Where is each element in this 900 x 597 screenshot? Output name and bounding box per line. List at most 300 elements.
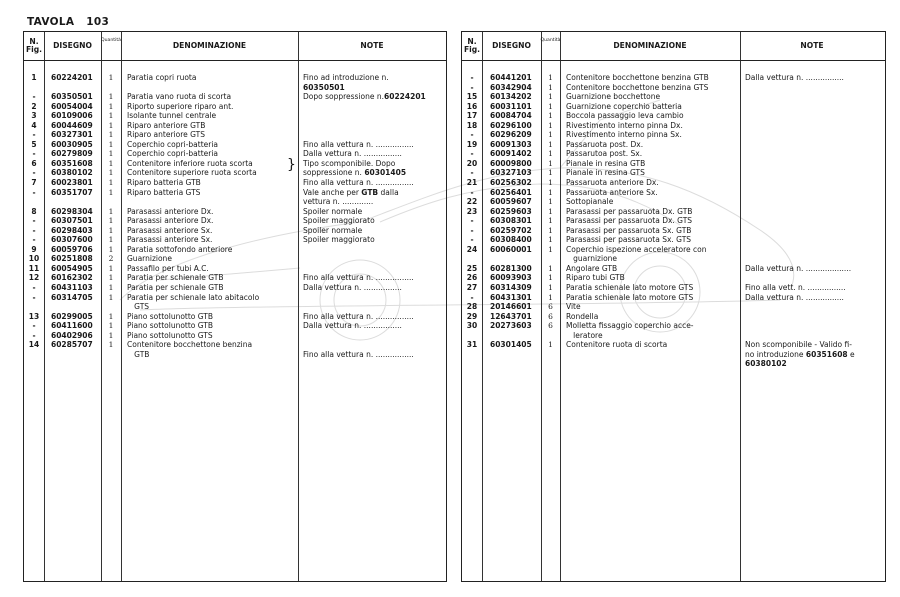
part-number: 20273603 bbox=[490, 321, 532, 331]
note bbox=[303, 178, 414, 188]
part-number: 60431301 bbox=[490, 292, 532, 302]
quantity: 1 bbox=[108, 292, 114, 302]
fig-number: - bbox=[32, 330, 36, 340]
part-number: 60351608 bbox=[51, 158, 93, 168]
part-number: 60308301 bbox=[490, 216, 532, 226]
quantity: 1 bbox=[548, 101, 553, 111]
table-row bbox=[462, 312, 885, 322]
note-text: Dalla vettura n. ................... bbox=[745, 263, 852, 273]
description: Paratia vano ruota di scorta bbox=[127, 92, 232, 102]
note bbox=[303, 273, 414, 283]
table-row bbox=[24, 102, 446, 112]
quantity: 1 bbox=[548, 263, 553, 273]
table-row bbox=[24, 264, 446, 274]
description: Isolante tunnel centrale bbox=[127, 111, 217, 121]
table-row bbox=[462, 283, 885, 293]
table-row bbox=[462, 111, 885, 121]
quantity: 1 bbox=[548, 244, 553, 254]
fig-number: 1 bbox=[31, 73, 37, 82]
part-number: 60256302 bbox=[490, 178, 532, 188]
description: Parasassi anteriore Sx. bbox=[127, 235, 213, 245]
quantity: 1 bbox=[548, 120, 553, 130]
part-number: 60251808 bbox=[51, 254, 93, 264]
table-row bbox=[462, 321, 885, 331]
table-row bbox=[24, 312, 446, 322]
note bbox=[303, 207, 362, 217]
fig-number: - bbox=[470, 187, 474, 197]
description: Riparo anteriore GTS bbox=[127, 130, 206, 140]
quantity: 1 bbox=[108, 120, 114, 130]
fig-number: 2 bbox=[31, 101, 37, 111]
description: leratore bbox=[566, 330, 603, 340]
page-title bbox=[27, 16, 109, 28]
fig-number: - bbox=[470, 130, 474, 140]
table-row bbox=[462, 102, 885, 112]
note-bold-text: 60350501 bbox=[303, 82, 345, 92]
note bbox=[303, 92, 426, 102]
fig-number: 12 bbox=[28, 273, 40, 283]
part-number: 60327103 bbox=[490, 168, 532, 178]
note-text: Tipo scomponibile. Dopo bbox=[303, 158, 396, 168]
part-number: 60431103 bbox=[51, 283, 93, 293]
description: Sottopianale bbox=[566, 197, 614, 207]
description: Passafilo per tubi A.C. bbox=[127, 263, 209, 273]
table-row bbox=[462, 216, 885, 226]
quantity: 1 bbox=[108, 206, 114, 216]
quantity: 1 bbox=[108, 101, 114, 111]
quantity: 1 bbox=[108, 158, 114, 168]
part-number: 60109006 bbox=[51, 111, 93, 121]
description: Passaruota post. Dx. bbox=[566, 139, 644, 149]
note-text: Dalla vettura n. ................ bbox=[303, 149, 402, 159]
quantity: 1 bbox=[548, 73, 553, 82]
table-row bbox=[462, 245, 885, 255]
note bbox=[745, 359, 787, 369]
table-body-right bbox=[462, 73, 885, 369]
brace-icon: } bbox=[287, 157, 296, 173]
table-row bbox=[24, 140, 446, 150]
description: Molletta fissaggio coperchio acce- bbox=[566, 321, 694, 331]
table-row bbox=[462, 73, 885, 83]
part-number: 60279809 bbox=[51, 149, 93, 159]
description: Passarutoa post. Sx. bbox=[566, 149, 643, 159]
fig-number: 9 bbox=[31, 244, 37, 254]
description: Parasassi per passaruota Dx. GTB bbox=[566, 206, 693, 216]
table-row bbox=[24, 188, 446, 198]
description: Guarnizione coperchio batteria bbox=[566, 101, 682, 111]
quantity: 1 bbox=[548, 187, 553, 197]
part-number: 60059706 bbox=[51, 244, 93, 254]
table-row bbox=[462, 140, 885, 150]
table-row bbox=[462, 92, 885, 102]
note-text: Non scomponibile - Valido fi- bbox=[745, 340, 852, 350]
table-row bbox=[24, 331, 446, 341]
quantity: 1 bbox=[108, 225, 114, 235]
table-row bbox=[24, 340, 446, 350]
note-text: Vale anche per bbox=[303, 187, 362, 197]
part-number: 60023801 bbox=[51, 178, 93, 188]
table-row bbox=[462, 254, 885, 264]
fig-number: - bbox=[32, 149, 36, 159]
part-number: 60327301 bbox=[51, 130, 93, 140]
fig-number: - bbox=[32, 235, 36, 245]
part-number: 60301405 bbox=[490, 340, 532, 350]
fig-number: - bbox=[32, 321, 36, 331]
part-number: 60031101 bbox=[490, 101, 532, 111]
note-text: Fino alla vettura n. ................ bbox=[303, 349, 414, 359]
fig-number: - bbox=[470, 149, 474, 159]
fig-number: 29 bbox=[466, 311, 478, 321]
part-number: 60091402 bbox=[490, 149, 532, 159]
table-row bbox=[462, 207, 885, 217]
fig-number: - bbox=[470, 216, 474, 226]
table-row bbox=[24, 273, 446, 283]
quantity: 1 bbox=[548, 235, 553, 245]
fig-number: 26 bbox=[466, 273, 478, 283]
table-row bbox=[462, 130, 885, 140]
table-row bbox=[24, 207, 446, 217]
description: Riparo tubi GTB bbox=[566, 273, 625, 283]
quantity: 1 bbox=[108, 149, 114, 159]
table-row bbox=[24, 149, 446, 159]
part-number: 60298403 bbox=[51, 225, 93, 235]
quantity: 1 bbox=[548, 149, 553, 159]
quantity: 1 bbox=[548, 206, 553, 216]
part-number: 60307600 bbox=[51, 235, 93, 245]
quantity: 1 bbox=[548, 92, 553, 102]
table-row bbox=[462, 197, 885, 207]
fig-number: 30 bbox=[466, 321, 478, 331]
part-number: 60402906 bbox=[51, 330, 93, 340]
table-row bbox=[24, 111, 446, 121]
description: Contenitore bocchettone benzina bbox=[127, 340, 253, 350]
quantity: 1 bbox=[548, 292, 553, 302]
parts-table-left bbox=[23, 31, 447, 582]
description: Angolare GTB bbox=[566, 263, 618, 273]
quantity: 1 bbox=[548, 139, 553, 149]
fig-number: 21 bbox=[466, 178, 478, 188]
page-title-label: TAVOLA bbox=[27, 16, 75, 28]
note bbox=[745, 73, 844, 83]
description: Rivestimento interno pinna Dx. bbox=[566, 120, 683, 130]
quantity: 1 bbox=[108, 340, 114, 350]
note-text: Spoiler maggiorato bbox=[303, 235, 375, 245]
note bbox=[303, 216, 375, 226]
quantity: 1 bbox=[108, 139, 114, 149]
quantity: 1 bbox=[548, 111, 553, 121]
header-denominazione: DENOMINAZIONE bbox=[613, 41, 687, 50]
fig-number: - bbox=[32, 225, 36, 235]
note bbox=[303, 226, 362, 236]
table-row bbox=[462, 359, 885, 369]
fig-number: 22 bbox=[466, 197, 478, 207]
fig-number: - bbox=[470, 235, 474, 245]
description: Passaruota anteriore Sx. bbox=[566, 187, 658, 197]
fig-number: 14 bbox=[28, 340, 40, 350]
table-row bbox=[462, 226, 885, 236]
note bbox=[303, 149, 402, 159]
description: Boccola passaggio leva cambio bbox=[566, 111, 684, 121]
header-fig: N. Fig. bbox=[25, 37, 43, 54]
quantity: 1 bbox=[108, 130, 114, 140]
description: Pianale in resina GTB bbox=[566, 158, 646, 168]
table-row bbox=[462, 350, 885, 360]
table-row bbox=[24, 178, 446, 188]
table-row bbox=[24, 235, 446, 245]
description: Rondella bbox=[566, 311, 599, 321]
quantity: 1 bbox=[108, 111, 114, 121]
fig-number: - bbox=[470, 73, 474, 82]
part-number: 60256401 bbox=[490, 187, 532, 197]
note-text: Dalla vettura n. ................ bbox=[745, 73, 844, 82]
quantity: 1 bbox=[548, 225, 553, 235]
description: Piano sottolunotto GTB bbox=[127, 311, 214, 321]
header-note: NOTE bbox=[800, 41, 824, 50]
part-number: 60441201 bbox=[490, 73, 532, 82]
description: Contenitore bocchettone benzina GTS bbox=[566, 82, 709, 92]
fig-number: - bbox=[32, 292, 36, 302]
table-body-left bbox=[24, 73, 446, 359]
quantity: 6 bbox=[548, 302, 553, 312]
note-text: vettura n. ............. bbox=[303, 197, 374, 207]
quantity: 1 bbox=[108, 178, 114, 188]
table-row bbox=[24, 159, 446, 169]
table-row bbox=[462, 168, 885, 178]
quantity: 1 bbox=[108, 244, 114, 254]
part-number: 60308400 bbox=[490, 235, 532, 245]
table-row bbox=[462, 273, 885, 283]
note-text: Spoiler normale bbox=[303, 206, 363, 216]
table-row bbox=[462, 159, 885, 169]
table-row bbox=[462, 83, 885, 93]
quantity: 1 bbox=[108, 283, 114, 293]
header-denominazione: DENOMINAZIONE bbox=[172, 41, 247, 50]
table-row bbox=[24, 350, 446, 360]
table-row bbox=[462, 178, 885, 188]
table-row bbox=[24, 73, 446, 83]
table-row bbox=[24, 245, 446, 255]
note-text: no introduzione bbox=[745, 349, 806, 359]
description: Riparo batteria GTS bbox=[127, 187, 201, 197]
fig-number: 7 bbox=[31, 178, 37, 188]
part-number: 60281300 bbox=[490, 263, 532, 273]
note-text-after: dalla bbox=[378, 187, 399, 197]
table-row bbox=[24, 197, 446, 207]
quantity: 1 bbox=[108, 273, 114, 283]
quantity: 1 bbox=[548, 178, 553, 188]
fig-number: 23 bbox=[466, 206, 478, 216]
table-row bbox=[24, 302, 446, 312]
header-quantita: Quantità bbox=[540, 38, 561, 43]
fig-number: - bbox=[32, 92, 36, 102]
note bbox=[303, 321, 402, 331]
quantity: 1 bbox=[108, 330, 114, 340]
note-text: Dalla vettura n. ................ bbox=[303, 283, 402, 293]
quantity: 1 bbox=[548, 82, 553, 92]
part-number: 60084704 bbox=[490, 111, 532, 121]
description: Parasassi per passaruota Sx. GTS bbox=[566, 235, 692, 245]
part-number: 60009800 bbox=[490, 158, 532, 168]
quantity: 1 bbox=[108, 235, 114, 245]
description: Paratia per schienale GTB bbox=[127, 273, 224, 283]
part-number: 60259603 bbox=[490, 206, 532, 216]
description: Paratia per schienale GTB bbox=[127, 283, 224, 293]
fig-number: - bbox=[32, 283, 36, 293]
note bbox=[303, 140, 414, 150]
part-number: 60314309 bbox=[490, 283, 532, 293]
note bbox=[303, 159, 395, 169]
fig-number: - bbox=[470, 225, 474, 235]
description: guarnizione bbox=[566, 254, 618, 264]
description: Parasassi anteriore Dx. bbox=[127, 216, 214, 226]
description: GTB bbox=[127, 349, 150, 359]
description: Paratia schienale lato motore GTS bbox=[566, 283, 694, 293]
quantity: 2 bbox=[108, 254, 114, 264]
quantity: 1 bbox=[548, 340, 553, 350]
description: Piano sottolunotto GTS bbox=[127, 330, 213, 340]
note-text: Fino alla vett. n. ................ bbox=[745, 283, 846, 293]
quantity: 1 bbox=[108, 321, 114, 331]
fig-number: 5 bbox=[31, 139, 37, 149]
part-number: 60030905 bbox=[51, 139, 93, 149]
part-number: 60224201 bbox=[51, 73, 93, 82]
part-number: 60162302 bbox=[51, 273, 93, 283]
description: Paratia per schienale lato abitacolo bbox=[127, 292, 260, 302]
quantity: 1 bbox=[108, 311, 114, 321]
note-text: Fino alla vettura n. ................ bbox=[303, 273, 414, 283]
description: Paratia sottofondo anteriore bbox=[127, 244, 233, 254]
note bbox=[745, 264, 851, 274]
quantity: 1 bbox=[108, 187, 114, 197]
part-number: 60411600 bbox=[51, 321, 93, 331]
description: Riporto superiore riparo ant. bbox=[127, 101, 234, 111]
description: Coperchio ispezione acceleratore con bbox=[566, 244, 707, 254]
quantity: 1 bbox=[548, 273, 553, 283]
note bbox=[745, 350, 855, 360]
fig-number: 3 bbox=[31, 111, 37, 121]
description: Parasassi anteriore Sx. bbox=[127, 225, 213, 235]
quantity: 1 bbox=[108, 263, 114, 273]
part-number: 60307501 bbox=[51, 216, 93, 226]
part-number: 60314705 bbox=[51, 292, 93, 302]
quantity: 1 bbox=[548, 283, 553, 293]
part-number: 60059607 bbox=[490, 197, 532, 207]
description: Paratia copri ruota bbox=[127, 73, 197, 82]
part-number: 60060001 bbox=[490, 244, 532, 254]
part-number: 60259702 bbox=[490, 225, 532, 235]
part-number: 60093903 bbox=[490, 273, 532, 283]
fig-number: 6 bbox=[31, 158, 37, 168]
fig-number: 28 bbox=[466, 302, 478, 312]
table-row bbox=[24, 216, 446, 226]
fig-number: - bbox=[470, 82, 474, 92]
parts-table-right bbox=[461, 31, 886, 582]
part-number: 60296209 bbox=[490, 130, 532, 140]
fig-number: - bbox=[470, 292, 474, 302]
fig-number: 27 bbox=[466, 283, 478, 293]
fig-number: 13 bbox=[28, 311, 40, 321]
note-text: Fino ad introduzione n. bbox=[303, 73, 389, 82]
fig-number: 25 bbox=[466, 263, 478, 273]
note bbox=[303, 73, 389, 83]
fig-number: 8 bbox=[31, 206, 37, 216]
note-bold-text: 60224201 bbox=[384, 92, 426, 102]
description: Guarnizione bbox=[127, 254, 172, 264]
part-number: 60299005 bbox=[51, 311, 93, 321]
table-row bbox=[24, 321, 446, 331]
description: Guarnizione bocchettone bbox=[566, 92, 661, 102]
note bbox=[303, 283, 402, 293]
table-row bbox=[462, 340, 885, 350]
fig-number: 17 bbox=[466, 111, 478, 121]
table-row bbox=[24, 226, 446, 236]
note bbox=[745, 283, 846, 293]
description: Vite bbox=[566, 302, 581, 312]
note-text: Spoiler normale bbox=[303, 225, 363, 235]
fig-number: 20 bbox=[466, 158, 478, 168]
quantity: 1 bbox=[108, 73, 114, 82]
description: Piano sottolunotto GTB bbox=[127, 321, 214, 331]
fig-number: - bbox=[32, 187, 36, 197]
header-note: NOTE bbox=[360, 41, 384, 50]
note-text: Fino alla vettura n. ................ bbox=[303, 311, 414, 321]
fig-number: 11 bbox=[28, 263, 40, 273]
note bbox=[303, 83, 345, 93]
page-title-number: 103 bbox=[86, 16, 110, 28]
part-number: 60298304 bbox=[51, 206, 93, 216]
description: Parasassi per passaruota Sx. GTB bbox=[566, 225, 692, 235]
part-number: 60296100 bbox=[490, 120, 532, 130]
note-text: Spoiler maggiorato bbox=[303, 216, 375, 226]
description: Coperchio copri-batteria bbox=[127, 139, 219, 149]
part-number: 60044609 bbox=[51, 120, 93, 130]
fig-number: - bbox=[32, 216, 36, 226]
table-row bbox=[462, 149, 885, 159]
note bbox=[303, 197, 373, 207]
fig-number: - bbox=[32, 130, 36, 140]
part-number: 60134202 bbox=[490, 92, 532, 102]
note bbox=[303, 350, 414, 360]
table-row bbox=[24, 168, 446, 178]
fig-number: 10 bbox=[28, 254, 40, 264]
note-bold-text: 60351608 bbox=[805, 349, 848, 359]
note-text: Fino alla vettura n. ................ bbox=[303, 139, 414, 149]
quantity: 1 bbox=[108, 168, 114, 178]
quantity: 1 bbox=[548, 216, 553, 226]
fig-number: 4 bbox=[31, 120, 37, 130]
fig-number: 15 bbox=[466, 92, 478, 102]
note-text: Dalla vettura n. ................ bbox=[745, 292, 844, 302]
quantity: 1 bbox=[108, 92, 114, 102]
part-number: 60091303 bbox=[490, 139, 532, 149]
table-row bbox=[462, 235, 885, 245]
part-number: 60350501 bbox=[51, 92, 93, 102]
quantity: 6 bbox=[548, 321, 553, 331]
description: Parasassi anteriore Dx. bbox=[127, 206, 214, 216]
header-quantita: Quantità bbox=[101, 38, 121, 43]
table-row bbox=[24, 92, 446, 102]
note-bold-text: 60301405 bbox=[364, 168, 407, 178]
table-row bbox=[24, 130, 446, 140]
description: GTS bbox=[127, 302, 150, 312]
header-disegno: DISEGNO bbox=[53, 41, 92, 50]
description: Contenitore inferiore ruota scorta bbox=[127, 158, 253, 168]
description: Passaruota anteriore Dx. bbox=[566, 178, 659, 188]
table-row bbox=[24, 283, 446, 293]
part-number: 60351707 bbox=[51, 187, 93, 197]
table-row bbox=[462, 188, 885, 198]
table-row bbox=[462, 331, 885, 341]
